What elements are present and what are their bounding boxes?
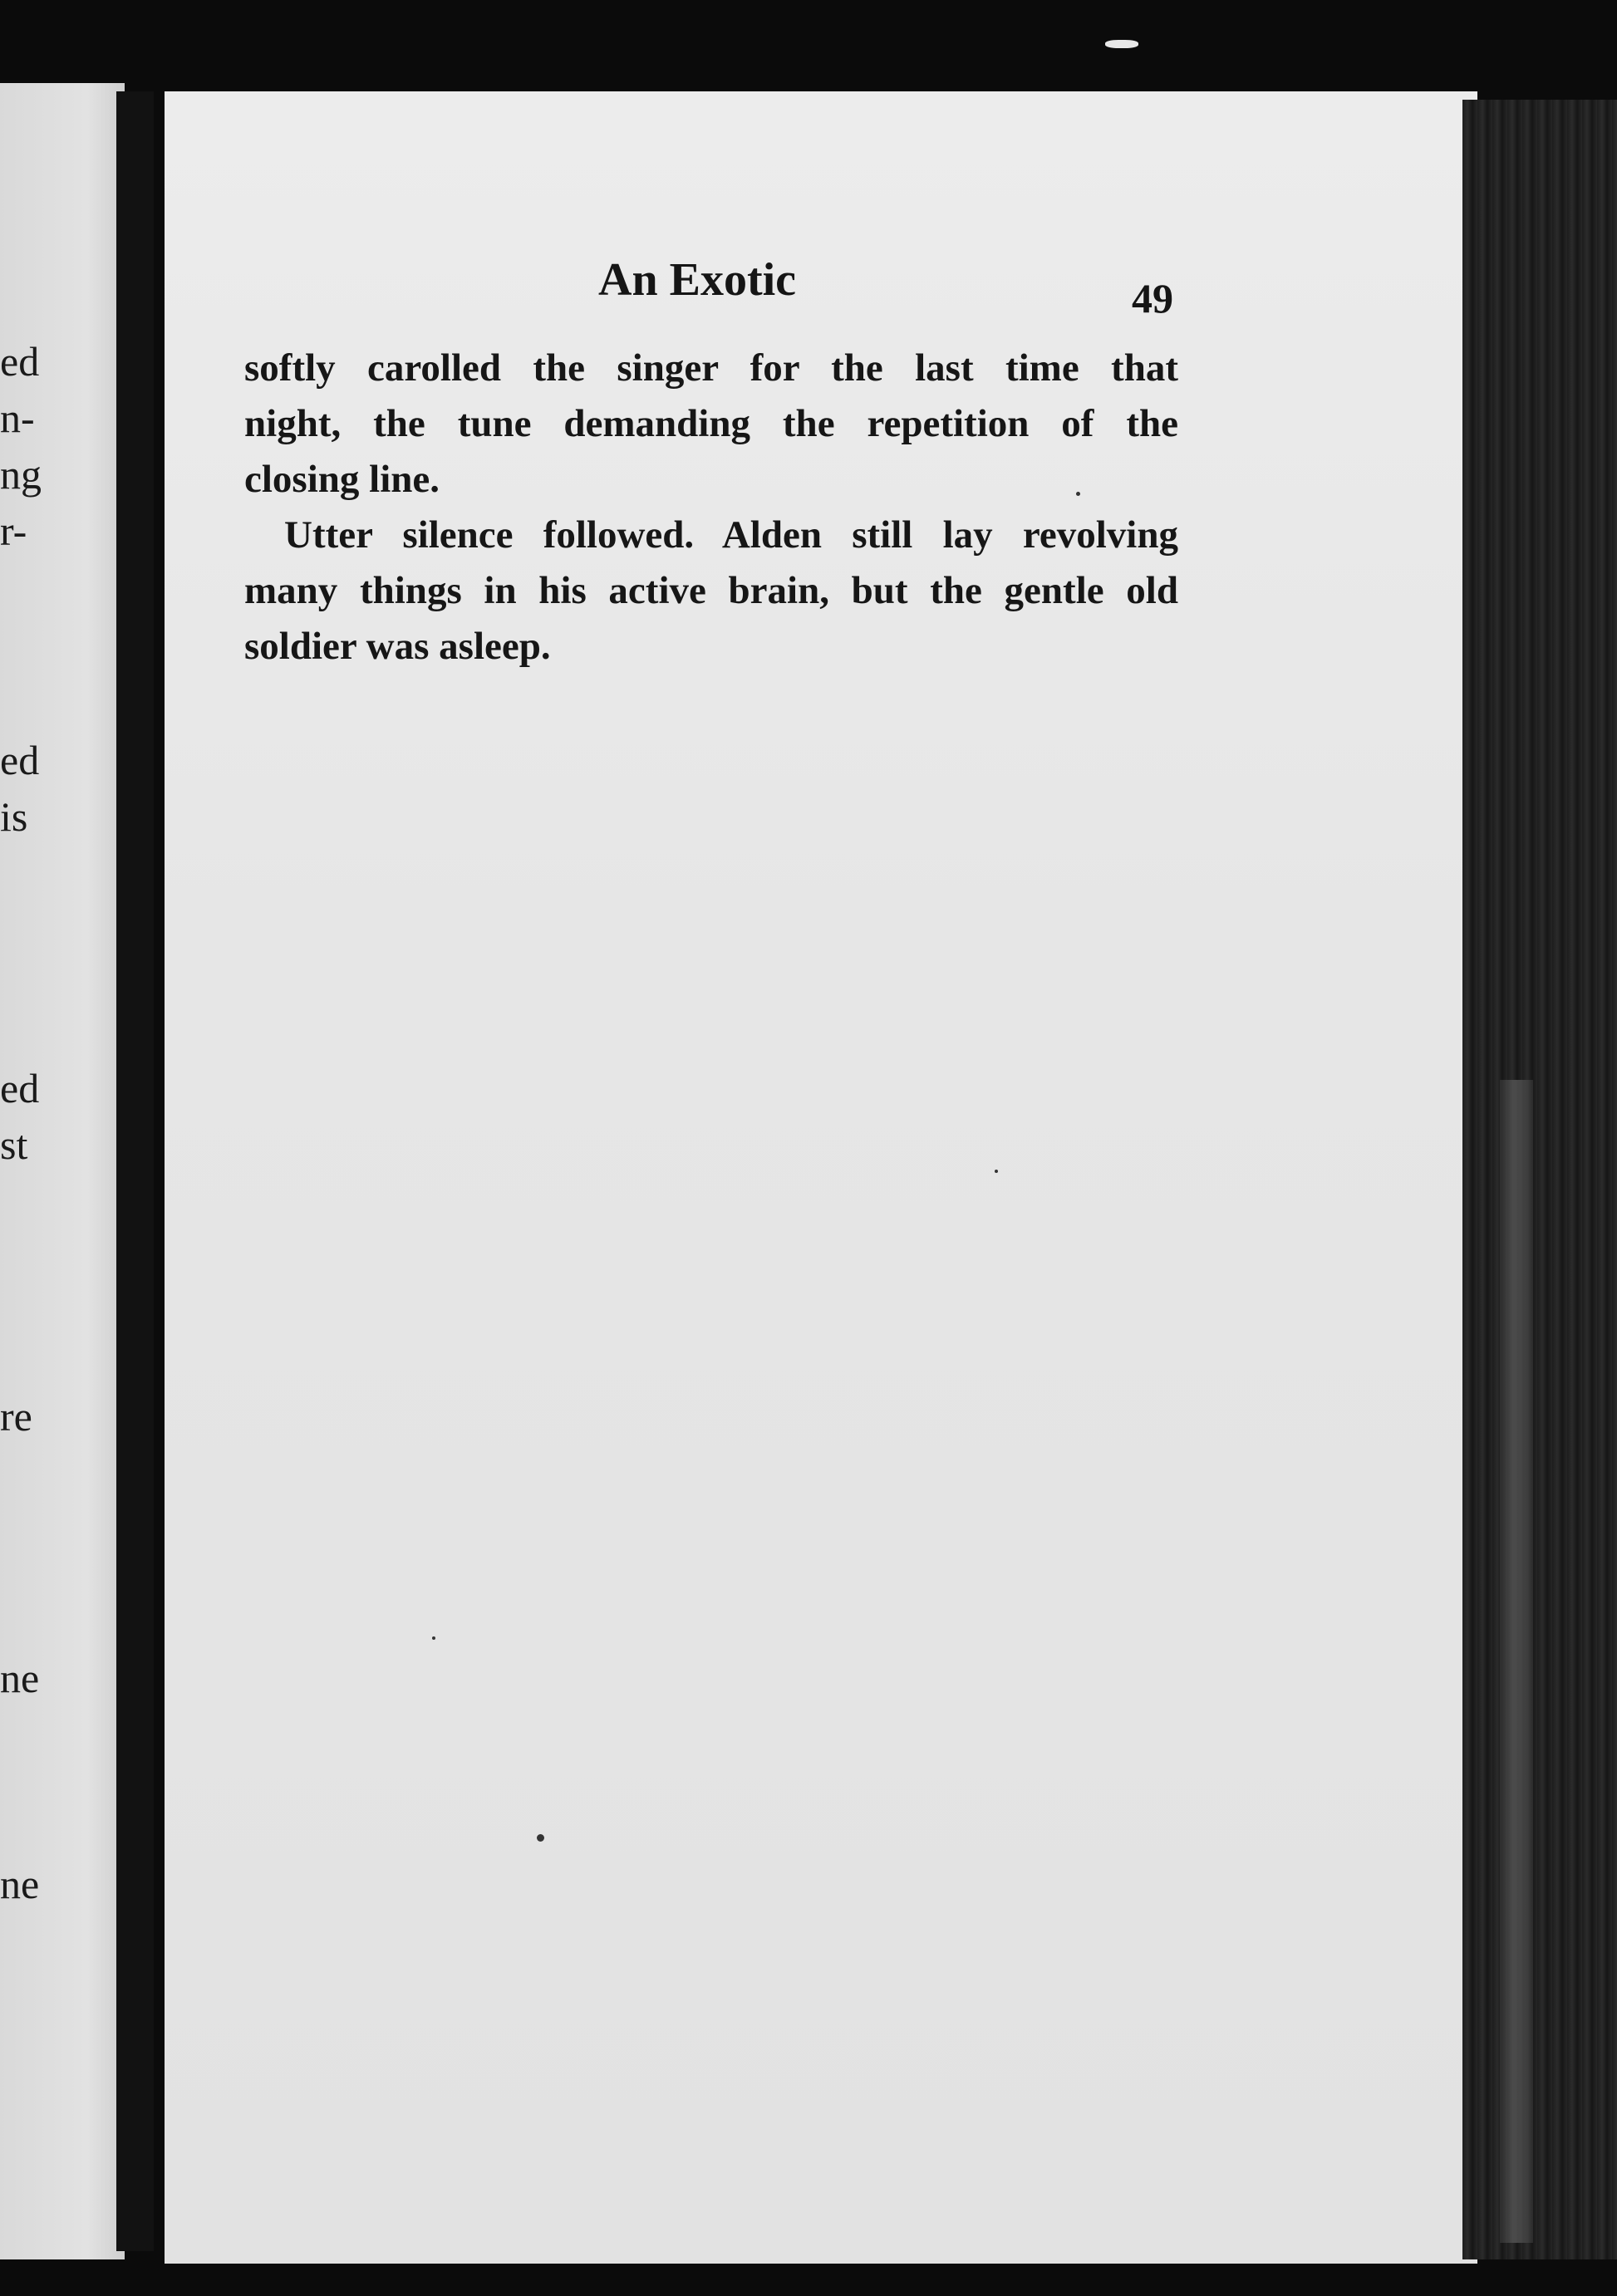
text-line: many things in his active brain, but the gentle old bbox=[244, 569, 1178, 612]
body-text bbox=[244, 341, 1178, 675]
left-page-fragment: ed bbox=[0, 737, 40, 783]
left-facing-page bbox=[0, 83, 125, 2259]
scan-speck bbox=[1076, 492, 1080, 496]
left-page-fragment: r- bbox=[0, 508, 27, 554]
left-page-fragment: re bbox=[0, 1393, 32, 1440]
left-page-fragment: n- bbox=[0, 395, 35, 441]
scan-speck bbox=[1105, 40, 1138, 48]
left-page-fragment: ed bbox=[0, 1065, 40, 1111]
page-edges bbox=[1462, 100, 1617, 2259]
scan-speck bbox=[995, 1170, 998, 1173]
scan-speck bbox=[432, 1636, 435, 1640]
text-line: closing line. bbox=[244, 458, 440, 501]
text-line: softly carolled the singer for the last time that bbox=[244, 346, 1178, 390]
text-line: soldier was asleep. bbox=[244, 625, 551, 668]
text-line: Utter silence followed. Alden still lay revolving bbox=[284, 513, 1178, 557]
left-page-fragment: is bbox=[0, 793, 28, 840]
left-page-fragment: ne bbox=[0, 1655, 40, 1701]
left-page-fragment: ed bbox=[0, 338, 40, 385]
text-line: night, the tune demanding the repetition of the bbox=[244, 402, 1178, 445]
scan-speck bbox=[537, 1834, 544, 1842]
page-edge-highlight bbox=[1500, 1080, 1533, 2243]
left-page-fragment: ng bbox=[0, 451, 42, 498]
page-number: 49 bbox=[1132, 275, 1173, 321]
book-gutter bbox=[116, 91, 154, 2251]
running-title: An Exotic bbox=[598, 254, 796, 306]
left-page-fragment: st bbox=[0, 1121, 28, 1168]
left-page-fragment: ne bbox=[0, 1861, 40, 1907]
